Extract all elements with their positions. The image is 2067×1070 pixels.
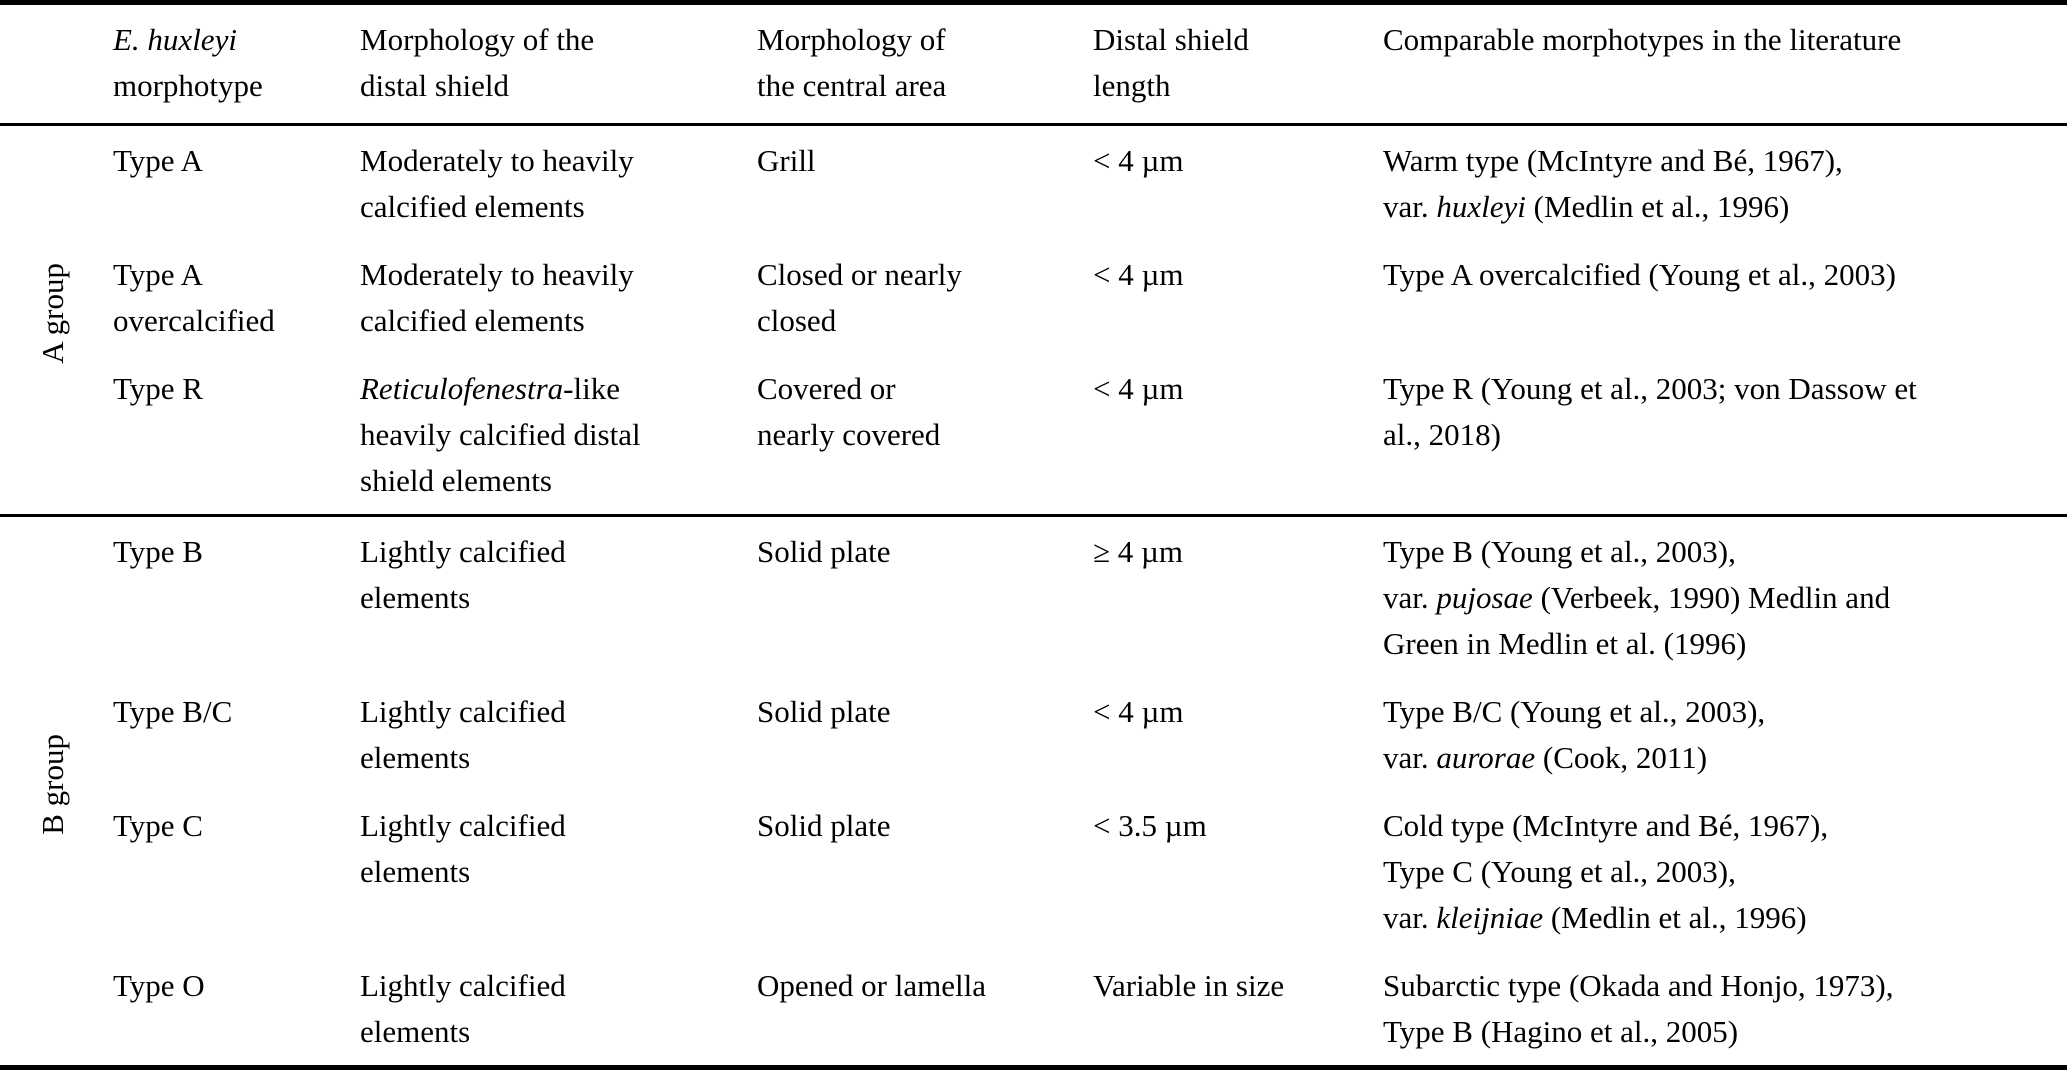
cell-distal-shield-morphology: Lightly calcified elements	[360, 968, 566, 1049]
cell-morphotype: Type C	[113, 808, 203, 843]
cell-distal-shield-morphology: Lightly calcified elements	[360, 534, 566, 615]
cell-morphotype: Type A	[113, 143, 203, 178]
group-b-label-cell	[0, 516, 105, 1068]
cell-literature: Type B/C (Young et al., 2003), var. aurorae (Cook, 2011)	[1383, 694, 1766, 775]
cell-central-area: Grill	[757, 143, 816, 178]
table-header	[0, 3, 2067, 125]
cell-morphotype: Type R	[113, 371, 203, 406]
cell-distal-shield-morphology: Moderately to heavily calcified elements	[360, 143, 634, 224]
cell-central-area: Solid plate	[757, 534, 891, 569]
table-row	[0, 951, 2067, 1068]
table-row	[0, 125, 2067, 241]
header-group-spacer	[0, 3, 105, 125]
header-row	[0, 3, 2067, 125]
group-a-section	[0, 125, 2067, 516]
header-central-area-morphology: Morphology of the central area	[757, 22, 947, 103]
cell-central-area: Covered or nearly covered	[757, 371, 941, 452]
cell-distal-shield-morphology: Reticulofenestra-like heavily calcified distal shield elements	[360, 371, 641, 498]
cell-literature: Type R (Young et al., 2003; von Dassow et al., 2018)	[1383, 371, 1917, 452]
cell-shield-length: ≥ 4 µm	[1093, 534, 1183, 569]
cell-shield-length: Variable in size	[1093, 968, 1285, 1003]
cell-morphotype: Type O	[113, 968, 205, 1003]
cell-distal-shield-morphology: Lightly calcified elements	[360, 808, 566, 889]
cell-shield-length: < 4 µm	[1093, 371, 1184, 406]
header-morphotype: E. huxleyi morphotype	[113, 22, 263, 103]
table-row	[0, 677, 2067, 791]
cell-central-area: Solid plate	[757, 808, 891, 843]
cell-shield-length: < 4 µm	[1093, 694, 1184, 729]
cell-central-area: Opened or lamella	[757, 968, 986, 1003]
cell-distal-shield-morphology: Lightly calcified elements	[360, 694, 566, 775]
group-a-label-cell	[0, 125, 105, 516]
table-row	[0, 354, 2067, 516]
cell-central-area: Closed or nearly closed	[757, 257, 962, 338]
cell-literature: Subarctic type (Okada and Honjo, 1973), Type B (Hagino et al., 2005)	[1383, 968, 1894, 1049]
cell-literature: Type A overcalcified (Young et al., 2003)	[1383, 257, 1896, 292]
cell-shield-length: < 3.5 µm	[1093, 808, 1207, 843]
header-distal-shield-morphology: Morphology of the distal shield	[360, 22, 595, 103]
table-row	[0, 240, 2067, 354]
cell-literature: Cold type (McIntyre and Bé, 1967), Type C (Young et al., 2003), var. kleijniae (Medlin et al., 1996)	[1383, 808, 1829, 935]
cell-literature: Warm type (McIntyre and Bé, 1967), var. huxleyi (Medlin et al., 1996)	[1383, 143, 1843, 224]
cell-morphotype: Type B	[113, 534, 203, 569]
cell-shield-length: < 4 µm	[1093, 143, 1184, 178]
cell-shield-length: < 4 µm	[1093, 257, 1184, 292]
group-b-section	[0, 516, 2067, 1068]
cell-central-area: Solid plate	[757, 694, 891, 729]
header-distal-shield-length: Distal shield length	[1093, 22, 1249, 103]
group-b-label: B group	[34, 734, 70, 835]
table-row	[0, 791, 2067, 951]
group-a-label: A group	[34, 263, 70, 364]
table-row	[0, 516, 2067, 678]
cell-morphotype: Type B/C	[113, 694, 233, 729]
header-comparable-morphotypes: Comparable morphotypes in the literature	[1383, 22, 1902, 57]
cell-distal-shield-morphology: Moderately to heavily calcified elements	[360, 257, 634, 338]
cell-morphotype: Type A overcalcified	[113, 257, 275, 338]
cell-literature: Type B (Young et al., 2003), var. pujosae (Verbeek, 1990) Medlin and Green in Medlin et al. (1996)	[1383, 534, 1891, 661]
